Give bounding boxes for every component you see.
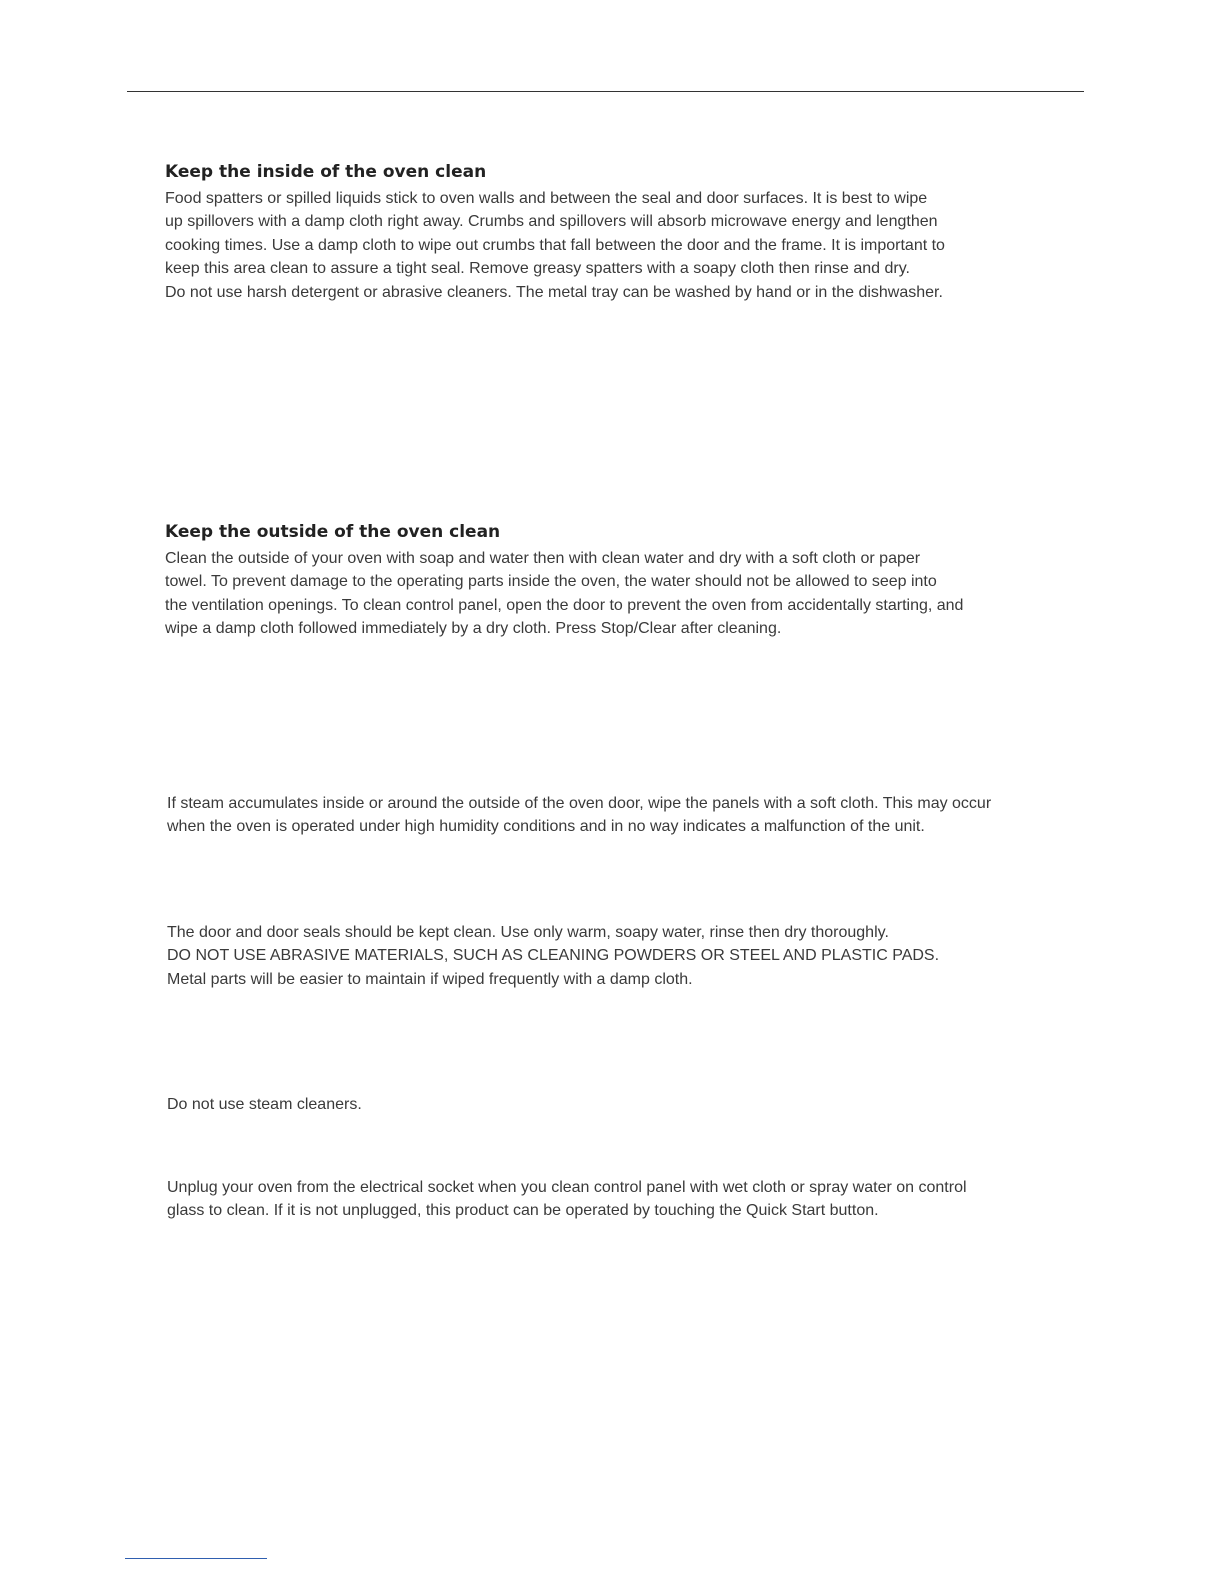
paragraph-line: The door and door seals should be kept clean. Use only warm, soapy water, rinse then dry thoroughly.	[167, 924, 889, 941]
paragraph-line: cooking times. Use a damp cloth to wipe out crumbs that fall between the door and the frame. It is important to	[165, 236, 945, 254]
paragraph-line: Do not use steam cleaners.	[167, 1096, 362, 1113]
unplug-paragraph	[167, 1176, 967, 1223]
paragraph-line: the ventilation openings. To clean control panel, open the door to prevent the oven from accidentally starting, and	[165, 596, 964, 614]
paragraph-line: when the oven is operated under high humidity conditions and in no way indicates a malfunction of the unit.	[167, 818, 925, 836]
paragraph-line: Clean the outside of your oven with soap and water then with clean water and dry with a soft cloth or paper	[165, 550, 921, 567]
steam-cleaners-paragraph	[167, 1093, 362, 1116]
paragraph-line: Food spatters or spilled liquids stick to oven walls and between the seal and door surfaces. It is best to wipe	[165, 190, 928, 207]
paragraph-line: If steam accumulates inside or around the outside of the oven door, wipe the panels with a soft cloth. This may occur	[167, 795, 992, 812]
outside-clean-paragraph	[165, 547, 963, 641]
footer-accent-rule	[125, 1558, 267, 1559]
steam-note-paragraph	[167, 792, 991, 839]
header-divider	[127, 91, 1084, 92]
paragraph-line: Unplug your oven from the electrical socket when you clean control panel with wet cloth or spray water on control	[167, 1179, 967, 1196]
paragraph-line: Metal parts will be easier to maintain if wiped frequently with a damp cloth.	[167, 970, 693, 988]
door-seals-paragraph	[167, 921, 939, 991]
paragraph-line: Do not use harsh detergent or abrasive cleaners. The metal tray can be washed by hand or in the dishwasher.	[165, 283, 943, 301]
inside-clean-paragraph	[165, 187, 945, 304]
paragraph-line: wipe a damp cloth followed immediately by a dry cloth. Press Stop/Clear after cleaning.	[165, 620, 782, 638]
paragraph-line: glass to clean. If it is not unplugged, this product can be operated by touching the Quick Start button.	[167, 1202, 879, 1220]
inside-clean-heading: Keep the inside of the oven clean	[165, 162, 487, 182]
paragraph-line: up spillovers with a damp cloth right away. Crumbs and spillovers will absorb microwave energy and lengthen	[165, 213, 938, 231]
paragraph-line: DO NOT USE ABRASIVE MATERIALS, SUCH AS CLEANING POWDERS OR STEEL AND PLASTIC PADS.	[167, 947, 940, 965]
paragraph-line: keep this area clean to assure a tight seal. Remove greasy spatters with a soapy cloth then rinse and dry.	[165, 260, 910, 278]
outside-clean-heading: Keep the outside of the oven clean	[165, 522, 501, 542]
paragraph-line: towel. To prevent damage to the operating parts inside the oven, the water should not be allowed to seep into	[165, 573, 937, 591]
